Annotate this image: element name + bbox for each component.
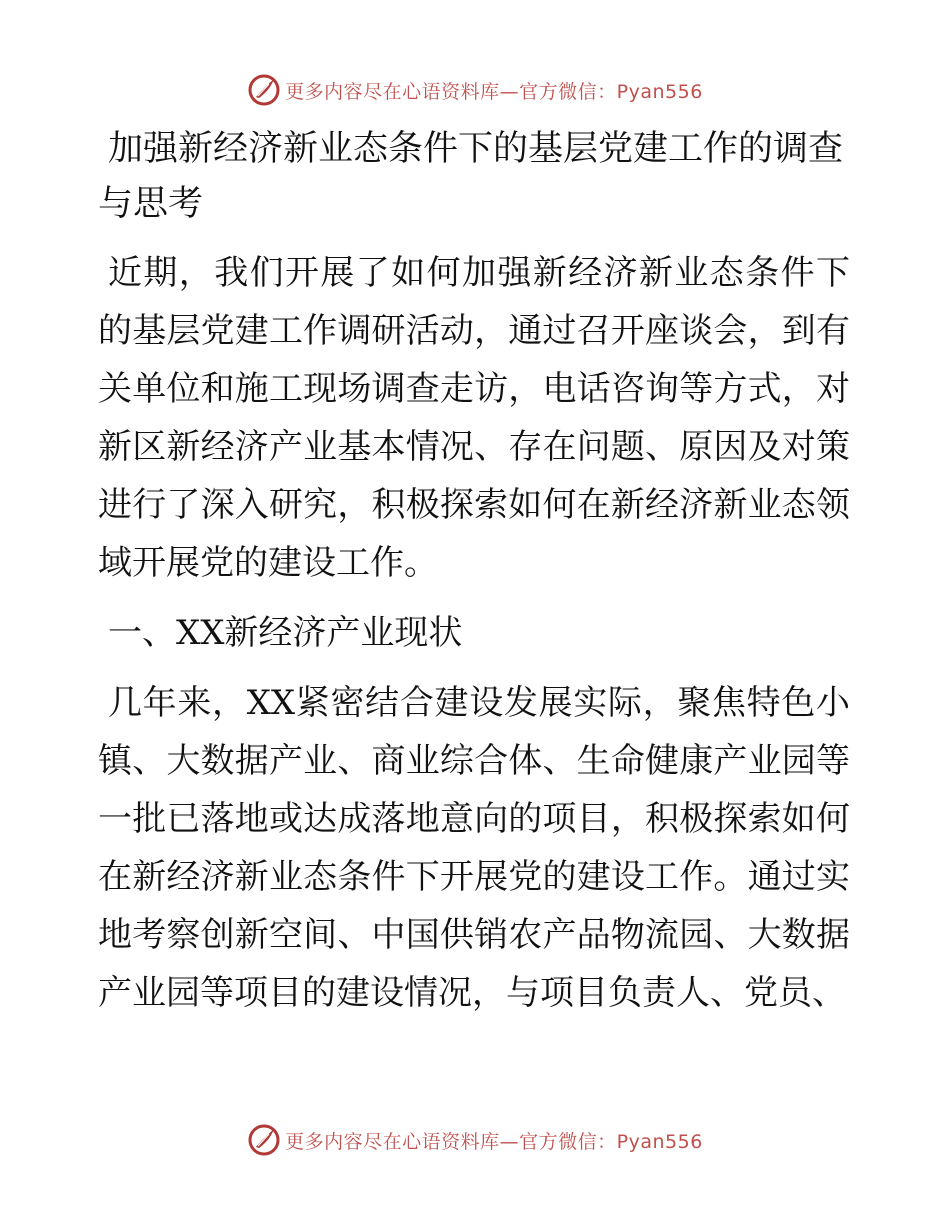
document-body	[98, 122, 850, 1034]
footer-banner	[0, 1120, 950, 1160]
feather-pen-logo-icon	[247, 73, 281, 107]
footer-banner-text: 更多内容尽在心语资料库—官方微信：Pyan556	[285, 1130, 703, 1153]
document-title: 加强新经济新业态条件下的基层党建工作的调查与思考	[98, 129, 844, 224]
section-1-paragraph: 几年来，XX紧密结合建设发展实际，聚焦特色小镇、大数据产业、商业综合体、生命健康产业园等一批已落地或达成落地意向的项目，积极探索如何在新经济新业态条件下开展党的建设工作。通过实地考察创新空间、中国供销农产品物流园、大数据产业园等项目的建设情况，与项目负责人、党员、	[98, 683, 850, 1013]
feather-pen-logo-icon	[247, 1123, 281, 1157]
section-1-heading: 一、XX新经济产业现状	[108, 613, 463, 653]
intro-paragraph: 近期，我们开展了如何加强新经济新业态条件下的基层党建工作调研活动，通过召开座谈会，到有关单位和施工现场调查走访，电话咨询等方式，对新区新经济产业基本情况、存在问题、原因及对策进行了深入研究，积极探索如何在新经济新业态领域开展党的建设工作。	[98, 253, 850, 583]
header-banner-text: 更多内容尽在心语资料库—官方微信：Pyan556	[285, 80, 703, 103]
header-banner	[0, 70, 950, 110]
